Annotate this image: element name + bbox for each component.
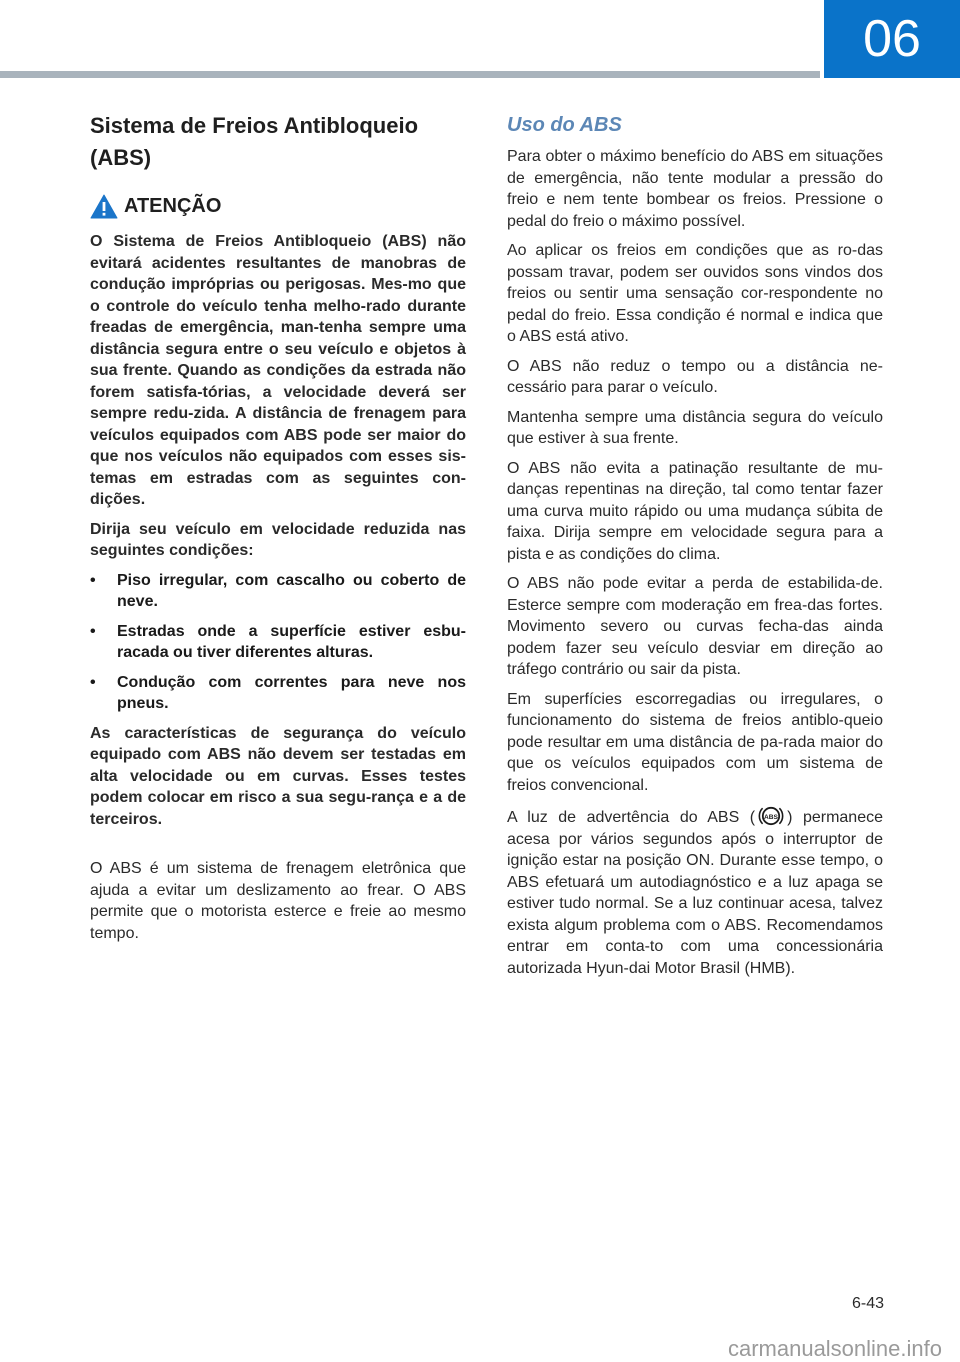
list-item (90, 672, 466, 715)
intro-paragraph: O ABS é um sistema de frenagem eletrônica que ajuda a evitar um deslizamento ao frear. O ABS permite que o motorista esterce e freie ao mesmo tempo. (90, 860, 466, 942)
body-paragraph: Ao aplicar os freios em condições que as ro-das possam travar, podem ser ouvidos sons vindos dos freios ou sentir uma sensação cor-respondente no pedal do freio. Essa condição é normal e indica que o ABS está ativo. (507, 242, 883, 345)
abs-icon-label: ABS (764, 813, 779, 821)
bullet-text: Condução com correntes para neve nos pneus. (117, 673, 466, 712)
warning-title: ATENÇÃO (124, 195, 222, 217)
list-item (90, 621, 466, 664)
abs-light-paragraph (507, 804, 883, 979)
warning-triangle-icon (90, 194, 118, 219)
body-paragraph: O ABS não evita a patinação resultante de mu-danças repentinas na direção, tal como tentar fazer uma curva muito rápido ou uma mudança súbita de faixa. Dirija sempre em velocidade segura para a pista e as condições do clima. (507, 459, 883, 563)
body-paragraph: O ABS não pode evitar a perda de estabilida-de. Esterce sempre com moderação em frea-das fortes. Movimento severo ou curvas fecha-das ainda podem fazer seu veículo desviar em direção ao tráfego contrário ou sair da pista. (507, 575, 883, 678)
abs-light-text-after: ) permanece acesa por vários segundos após o interruptor de ignição estar na posição ON. Durante esse tempo, o ABS efetuará um autodiagnóstico e a luz apaga se estiver tudo normal. Se a luz continuar acesa, talvez exista algum problema com o ABS. Recomendamos entrar em conta-to com uma concessionária autorizada Hyun-dai Motor Brasil (HMB). (507, 809, 883, 977)
body-paragraph: Em superfícies escorregadias ou irregulares, o funcionamento do sistema de freios antiblo-queio pode resultar em uma distância de pa-rada maior do que os veículos equipados com um sistema de freios convencional. (507, 690, 883, 794)
warning-paragraph-1: O Sistema de Freios Antibloqueio (ABS) não evitará acidentes resultantes de manobras de condução impróprias ou perigosas. Mes-mo que o controle do veículo tenha melho-rado durante freadas de emergência, man-tenha sempre uma distância segura entre o seu veículo e objetos à sua frente. Quando as condições da estrada não forem satisfa-tórias, a velocidade deverá ser sempre redu-zida. A distância de frenagem para veículos equipados com ABS pode ser maior do que nos veículos não equipados com esses sis-temas em estradas com as seguintes con-dições. (90, 233, 466, 508)
left-column (90, 110, 466, 952)
warning-paragraph-3: As características de segurança do veículo equipado com ABS não devem ser testadas em alta velocidade ou em curvas. Esses testes podem colocar em risco a sua segu-rança e a de terceiros. (90, 724, 466, 828)
abs-light-text-before: A luz de advertência do ABS ( (507, 809, 756, 826)
body-paragraph: Mantenha sempre uma distância segura do veículo que estiver à sua frente. (507, 408, 883, 447)
page-number: 6-43 (851, 1295, 884, 1312)
bullet-mark: • (90, 622, 96, 640)
right-column (507, 110, 883, 987)
warning-header (90, 194, 466, 219)
warning-bullet-list (90, 570, 466, 715)
body-paragraph: O ABS não reduz o tempo ou a distância ne-cessário para parar o veículo. (507, 357, 883, 396)
subsection-title: Uso do ABS (507, 114, 622, 136)
bullet-text: Estradas onde a superfície estiver esbu-racada ou tiver diferentes alturas. (117, 622, 466, 661)
watermark-link[interactable]: carmanualsonline.info (727, 1336, 942, 1361)
section-title: Sistema de Freios Antibloqueio (ABS) (90, 113, 419, 170)
chapter-tab (824, 0, 960, 78)
bullet-mark: • (90, 571, 96, 589)
body-paragraph: Para obter o máximo benefício do ABS em situações de emergência, não tente modular a pressão do freio e nem tente bombear os freios. Pressione o pedal do freio o máximo possível. (507, 148, 883, 230)
list-item (90, 570, 466, 613)
warning-paragraph-2: Dirija seu veículo em velocidade reduzida nas seguintes condições: (90, 520, 466, 559)
bullet-mark: • (90, 673, 96, 691)
bullet-text: Piso irregular, com cascalho ou coberto de neve. (117, 571, 466, 610)
header-rule (0, 71, 820, 78)
warning-body (90, 231, 466, 830)
abs-warning-light-icon (758, 804, 784, 828)
chapter-number: 06 (863, 10, 921, 68)
